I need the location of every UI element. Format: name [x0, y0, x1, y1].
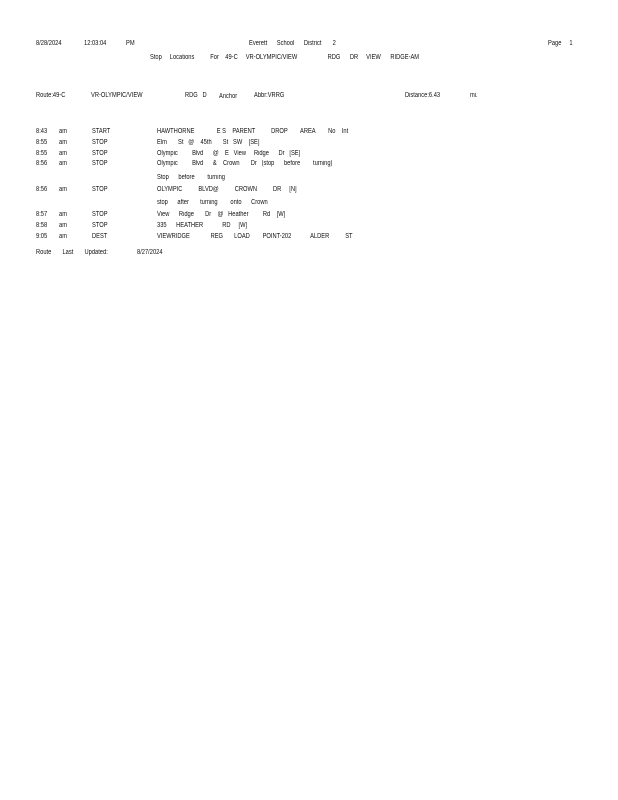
- stop-description: View Ridge Dr @ Heather Rd [W]: [157, 211, 286, 218]
- stop-description: Olympic Blvd & Crown Dr (stop before turning): [157, 160, 333, 167]
- stop-description: Olympic Blvd @ E View Ridge Dr [SE]: [157, 150, 301, 157]
- route-distance: Distance:6.43: [405, 92, 441, 99]
- route-id: Route:49-C: [36, 92, 66, 99]
- stop-description: HAWTHORNE E S PARENT DROP AREA No Int: [157, 128, 349, 135]
- stop-ampm: am: [59, 222, 67, 229]
- route-anchor: Anchor: [219, 93, 238, 100]
- stop-ampm: am: [59, 233, 67, 240]
- stop-ampm: am: [59, 160, 67, 167]
- route-abbr: Abbr:VRRG: [254, 92, 285, 99]
- stop-time: 8:55: [36, 139, 48, 146]
- route-last-updated-date: 8/27/2024: [137, 249, 163, 256]
- stop-type: STOP: [92, 186, 108, 193]
- stop-note: Stop before turning: [157, 174, 225, 181]
- stop-description: Elm St @ 45th St SW [SE]: [157, 139, 260, 146]
- stop-description: 335 HEATHER RD [W]: [157, 222, 248, 229]
- stop-type: STOP: [92, 150, 108, 157]
- stop-ampm: am: [59, 150, 67, 157]
- stop-time: 8:55: [36, 150, 48, 157]
- stop-description: OLYMPIC BLVD@ CROWN DR [N]: [157, 186, 297, 193]
- route-rdg: RDG D: [185, 92, 207, 99]
- stop-time: 8:56: [36, 160, 48, 167]
- stop-ampm: am: [59, 211, 67, 218]
- route-last-updated-label: Route Last Updated:: [36, 249, 108, 256]
- stop-type: STOP: [92, 160, 108, 167]
- report-title: Stop Locations For 49-C VR-OLYMPIC/VIEW RDG DR VIEW RIDGE-AM: [150, 54, 420, 61]
- stop-description: VIEWRIDGE REG LOAD POINT-202 ALDER ST: [157, 233, 353, 240]
- stop-type: DEST: [92, 233, 108, 240]
- route-name: VR-OLYMPIC/VIEW: [91, 92, 143, 99]
- stop-type: STOP: [92, 222, 108, 229]
- report-date: 8/28/2024: [36, 40, 62, 47]
- district-name: Everett School District 2: [249, 40, 336, 47]
- stop-time: 9:05: [36, 233, 48, 240]
- stop-ampm: am: [59, 128, 67, 135]
- stop-time: 8:43: [36, 128, 48, 135]
- stop-ampm: am: [59, 139, 67, 146]
- stop-time: 8:58: [36, 222, 48, 229]
- stop-type: STOP: [92, 211, 108, 218]
- stop-type: START: [92, 128, 111, 135]
- stop-time: 8:57: [36, 211, 48, 218]
- distance-unit: mi.: [470, 92, 478, 99]
- report-ampm: PM: [126, 40, 135, 47]
- stop-type: STOP: [92, 139, 108, 146]
- stop-note: stop after turning onto Crown: [157, 199, 268, 206]
- page-number: Page 1: [548, 40, 573, 47]
- stop-time: 8:56: [36, 186, 48, 193]
- stop-ampm: am: [59, 186, 67, 193]
- report-time: 12:03:04: [84, 40, 107, 47]
